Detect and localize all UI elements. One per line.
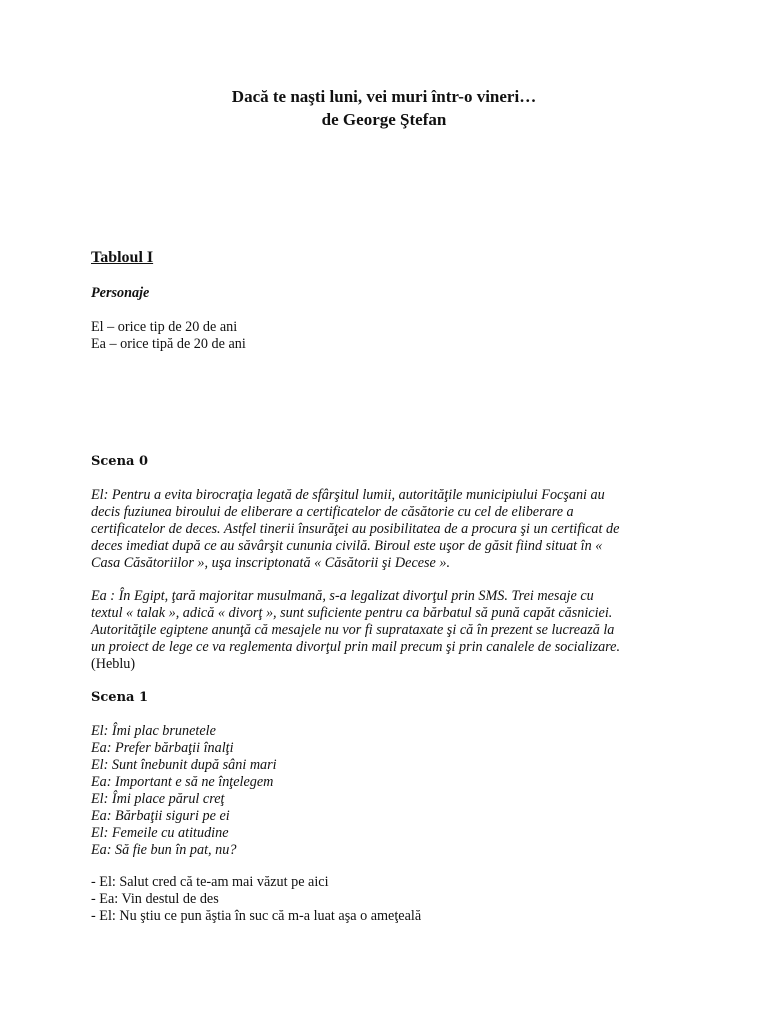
paragraph-line: deces imediat după ce au săvârşit cununia civilă. Biroul este uşor de găsit fiind situat în « bbox=[91, 538, 603, 554]
personaje-label: Personaje bbox=[91, 285, 150, 301]
scene-heading: Scena 0 bbox=[91, 454, 149, 469]
paragraph-line: un proiect de lege ce va reglementa divorţul prin mail precum şi prin canalele de socializare. bbox=[91, 639, 621, 655]
paragraph-line: certificatelor de deces. Astfel tinerii însurăţei au posibilitatea de a procura şi un certificat de bbox=[91, 521, 620, 537]
dialog-line: - El: Nu ştiu ce pun ăştia în suc că m-a luat aşa o ameţeală bbox=[91, 908, 422, 924]
paragraph-line: decis fuziunea biroului de eliberare a certificatelor de căsătorie cu cel de eliberare a bbox=[91, 504, 574, 520]
paragraph-line: Ea : În Egipt, ţară majoritar musulmană, s-a legalizat divorţul prin SMS. Trei mesaje cu bbox=[91, 588, 594, 604]
tablou-heading: Tabloul I bbox=[91, 249, 154, 266]
paragraph-line: Autorităţile egiptene anunţă că mesajele nu vor fi suprataxate şi că în prezent se lucrează la bbox=[91, 622, 615, 638]
paragraph-line: Casa Căsătoriilor », uşa inscriptonată « Căsătorii şi Decese ». bbox=[91, 555, 451, 571]
dialog-line: El: Femeile cu atitudine bbox=[91, 825, 229, 841]
dialog-line: El: Sunt înebunit după sâni mari bbox=[91, 757, 277, 773]
scene0-ea-paragraph bbox=[91, 588, 677, 673]
cast-item: El – orice tip de 20 de ani bbox=[91, 319, 238, 335]
title-line: Dacă te naşti luni, vei muri într-o vineri… bbox=[231, 87, 537, 106]
scene-heading: Scena 1 bbox=[91, 690, 149, 705]
dialog-line: El: Îmi plac brunetele bbox=[91, 723, 216, 739]
paragraph-line: El: Pentru a evita birocraţia legată de sfârşitul lumii, autorităţile municipiului Focşani au bbox=[91, 487, 605, 503]
dialog-line: Ea: Important e să ne înţelegem bbox=[91, 774, 274, 790]
dialog-line: Ea: Bărbaţii siguri pe ei bbox=[91, 808, 230, 824]
scene1-dialog bbox=[91, 874, 677, 925]
scene0-el-paragraph bbox=[91, 487, 677, 572]
dialog-line: - El: Salut cred că te-am mai văzut pe aici bbox=[91, 874, 329, 890]
author-line: de George Ştefan bbox=[321, 110, 447, 129]
dialog-line: El: Îmi place părul creţ bbox=[91, 791, 225, 807]
document-title bbox=[0, 85, 768, 131]
dialog-line: Ea: Prefer bărbaţii înalţi bbox=[91, 740, 234, 756]
dialog-line: Ea: Să fie bun în pat, nu? bbox=[91, 842, 237, 858]
cast-item: Ea – orice tipă de 20 de ani bbox=[91, 336, 246, 352]
cast-list bbox=[91, 319, 677, 353]
scene1-preferences bbox=[91, 723, 677, 859]
paragraph-line: textul « talak », adică « divorţ », sunt suficiente pentru ca bărbatul să pună capăt căsniciei. bbox=[91, 605, 613, 621]
dialog-line: - Ea: Vin destul de des bbox=[91, 891, 219, 907]
stage-direction: (Heblu) bbox=[91, 656, 136, 672]
